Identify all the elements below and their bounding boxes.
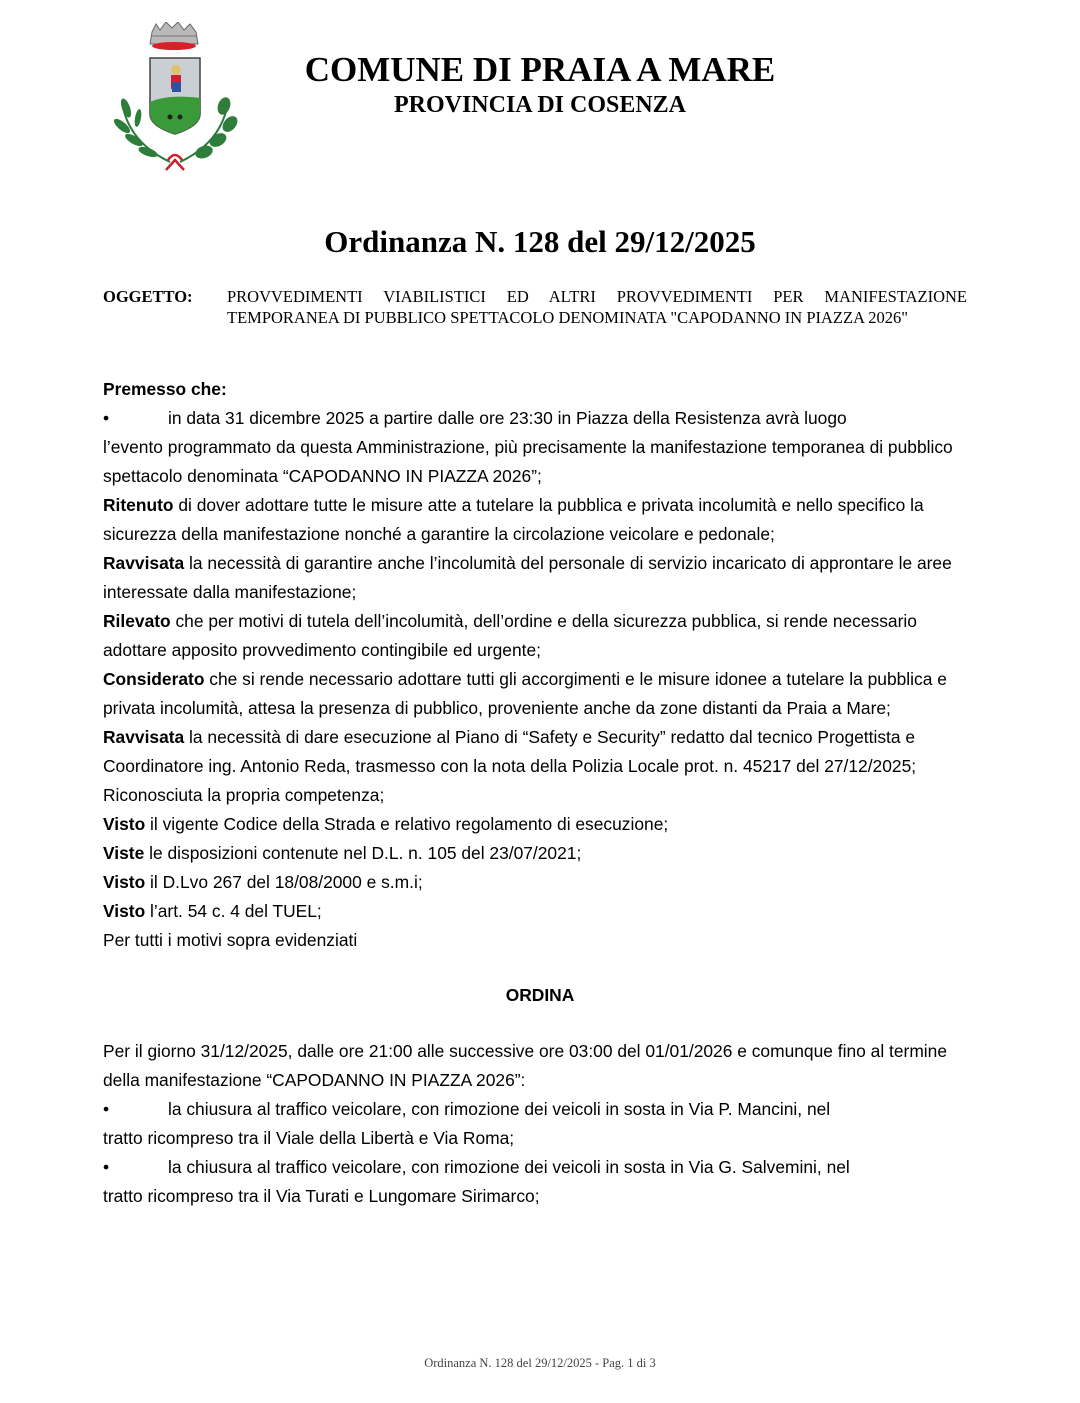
clause-item <box>103 839 977 868</box>
clause-item <box>103 810 977 839</box>
order-item-continued: tratto ricompreso tra il Via Turati e Lungomare Sirimarco; <box>103 1186 540 1206</box>
order-list <box>103 1095 977 1211</box>
order-item-text: la chiusura al traffico veicolare, con rimozione dei veicoli in sosta in Via P. Mancini, nel <box>168 1099 831 1119</box>
province-name: PROVINCIA DI COSENZA <box>393 92 687 118</box>
clause-text: le disposizioni contenute nel D.L. n. 105 del 23/07/2021; <box>144 843 582 863</box>
clause-text: l’art. 54 c. 4 del TUEL; <box>145 901 322 921</box>
clause-lead: Visto <box>103 872 146 892</box>
header <box>290 50 790 120</box>
order-intro: Per il giorno 31/12/2025, dalle ore 21:00 alle successive ore 03:00 del 01/01/2026 e comunque fino al termine della manifestazione “CAPODANNO IN PIAZZA 2026”: <box>103 1041 948 1090</box>
clause-text: la necessità di garantire anche l’incolumità del personale di servizio incaricato di approntare le aree interessate dalla manifestazione; <box>103 553 952 602</box>
clause-item <box>103 723 977 781</box>
clause-text: il vigente Codice della Strada e relativo regolamento di esecuzione; <box>145 814 669 834</box>
clause-item <box>103 665 977 723</box>
bullet-icon: • <box>103 1157 110 1177</box>
page-footer: Ordinanza N. 128 del 29/12/2025 - Pag. 1 di 3 <box>424 1356 656 1370</box>
clause-lead: Ravvisata <box>103 553 185 573</box>
clause-item <box>103 926 977 955</box>
clause-lead: Rilevato <box>103 611 171 631</box>
premises-bullet: • in data 31 dicembre 2025 a partire dalle ore 23:30 in Piazza della Resistenza avrà luogo <box>103 404 977 433</box>
municipality-name: COMUNE DI PRAIA A MARE <box>304 50 776 89</box>
clause-item <box>103 868 977 897</box>
clause-lead: Considerato <box>103 669 205 689</box>
clause-text: il D.Lvo 267 del 18/08/2000 e s.m.i; <box>145 872 423 892</box>
clause-list <box>103 491 977 955</box>
clause-text: che per motivi di tutela dell’incolumità, dell’ordine e della sicurezza pubblica, si rende necessario adottare apposito provvedimento contingibile ed urgente; <box>103 611 917 660</box>
clause-lead: Visto <box>103 814 146 834</box>
ordinance-title: Ordinanza N. 128 del 29/12/2025 <box>324 224 756 259</box>
order-item <box>103 1153 977 1182</box>
clause-lead: Visto <box>103 901 146 921</box>
bullet-icon: • <box>103 1099 110 1119</box>
premises-bullet-continued: l’evento programmato da questa Amministrazione, più precisamente la manifestazione temporanea di pubblico spettacolo denominata “CAPODANNO IN PIAZZA 2026”; <box>103 437 953 486</box>
clause-item <box>103 781 977 810</box>
clause-text: di dover adottare tutte le misure atte a tutelare la pubblica e privata incolumità e nello specifico la sicurezza della manifestazione nonché a garantire la circolazione veicolare e pedonale; <box>103 495 924 544</box>
subject-label: OGGETTO: <box>103 287 193 306</box>
clause-text: la necessità di dare esecuzione al Piano di “Safety e Security” redatto dal tecnico Progettista e Coordinatore ing. Antonio Reda, trasmesso con la nota della Polizia Locale prot. n. 45217 del 27/12/2025; <box>103 727 917 776</box>
premises-heading: Premesso che: <box>103 379 227 399</box>
clause-lead: Ritenuto <box>103 495 174 515</box>
clause-item <box>103 491 977 549</box>
order-item-text: la chiusura al traffico veicolare, con rimozione dei veicoli in sosta in Via G. Salvemini, nel <box>168 1157 850 1177</box>
clause-item <box>103 897 977 926</box>
clause-item <box>103 607 977 665</box>
bullet-icon: • <box>103 408 110 428</box>
coat-of-arms-icon <box>108 22 242 174</box>
order-heading: ORDINA <box>505 985 575 1005</box>
subject-text: PROVVEDIMENTI VIABILISTICI ED ALTRI PROVVEDIMENTI PER MANIFESTAZIONE TEMPORANEA DI PUBBLICO SPETTACOLO DENOMINATA "CAPODANNO IN PIAZZA 2026" <box>227 287 967 327</box>
document-body <box>103 375 977 1211</box>
clause-text: che si rende necessario adottare tutti gli accorgimenti e le misure idonee a tutelare la pubblica e privata incolumità, attesa la presenza di pubblico, proveniente anche da zone distanti da Praia a Mare; <box>103 669 947 718</box>
order-item <box>103 1095 977 1124</box>
subject-block <box>103 286 967 328</box>
clause-lead: Ravvisata <box>103 727 185 747</box>
clause-item <box>103 549 977 607</box>
clause-text: Riconosciuta la propria competenza; <box>103 785 385 805</box>
order-item-continued: tratto ricompreso tra il Viale della Libertà e Via Roma; <box>103 1128 515 1148</box>
clause-text: Per tutti i motivi sopra evidenziati <box>103 930 358 950</box>
clause-lead: Viste <box>103 843 145 863</box>
